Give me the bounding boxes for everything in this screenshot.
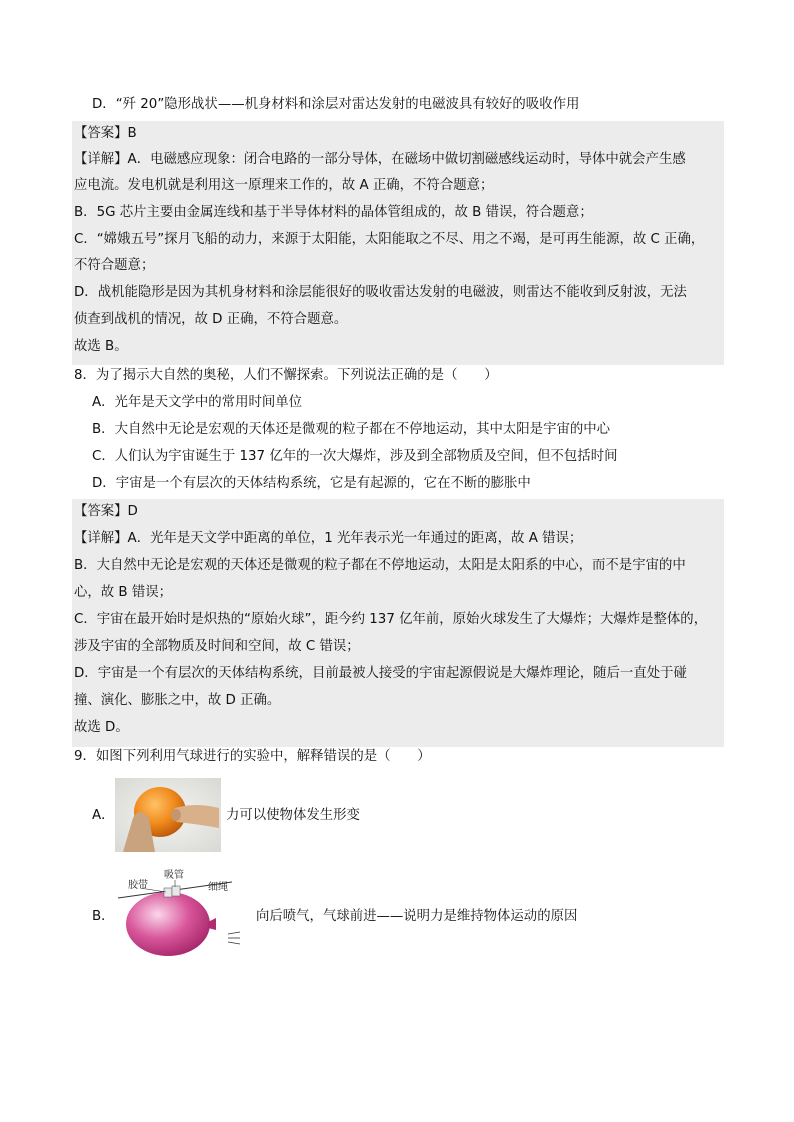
q8-detail-line-2: B．大自然中无论是宏观的天体还是微观的粒子都在不停地运动，太阳是太阳系的中心，而不是宇宙的中 xyxy=(74,558,686,573)
q9-option-a-text: 力可以使物体发生形变 xyxy=(226,808,360,823)
q8-option-a: A．光年是天文学中的常用时间单位 xyxy=(92,395,303,410)
q7-detail-line-8: 故选 B。 xyxy=(74,339,128,354)
balloon-jet-figure xyxy=(112,866,248,964)
q7-detail-line-6: D．战机能隐形是因为其机身材料和涂层能很好的吸收雷达发射的电磁波，则雷达不能收到反射波，无法 xyxy=(74,285,687,300)
q8-detail-line-4: C．宇宙在最开始时是炽热的“原始火球”，距今约 137 亿年前，原始火球发生了大爆炸；大爆炸是整体的， xyxy=(74,612,708,627)
q8-detail-line-6: D．宇宙是一个有层次的天体结构系统，目前最被人接受的宇宙起源假说是大爆炸理论，随后一直处于碰 xyxy=(74,666,687,681)
q8-detail-line-8: 故选 D。 xyxy=(74,720,129,735)
q9-option-b-letter: B． xyxy=(92,909,115,924)
q8-detail-line-3: 心，故 B 错误； xyxy=(74,585,173,600)
q7-option-d: D．“歼 20”隐形战状——机身材料和涂层对雷达发射的电磁波具有较好的吸收作用 xyxy=(92,97,580,112)
q7-detail-line-7: 侦查到战机的情况，故 D 正确，不符合题意。 xyxy=(74,312,348,327)
q7-detail-line-4: C．“嫦娥五号”探月飞船的动力，来源于太阳能，太阳能取之不尽、用之不竭，是可再生能源，故 C 正确， xyxy=(74,232,705,247)
q8-answer: 【答案】D xyxy=(74,504,138,519)
balloon-press-photo xyxy=(115,778,221,852)
q8-option-c: C．人们认为宇宙诞生于 137 亿年的一次大爆炸，涉及到全部物质及空间，但不包括时间 xyxy=(92,449,618,464)
straw-label: 吸管 xyxy=(164,870,184,881)
q8-option-d: D．宇宙是一个有层次的天体结构系统，它是有起源的，它在不断的膨胀中 xyxy=(92,476,531,491)
q8-detail-line-5: 涉及宇宙的全部物质及时间和空间，故 C 错误； xyxy=(74,639,360,654)
q7-detail-line-2: 应电流。发电机就是利用这一原理来工作的，故 A 正确，不符合题意； xyxy=(74,178,494,193)
q7-answer: 【答案】B xyxy=(74,126,137,141)
q7-detail-line-1: 【详解】A．电磁感应现象：闭合电路的一部分导体，在磁场中做切割磁感线运动时，导体中就会产生感 xyxy=(74,152,686,167)
tape-label: 胶带 xyxy=(128,880,148,891)
q9-option-b-text: 向后喷气，气球前进——说明力是维持物体运动的原因 xyxy=(256,909,578,924)
q8-detail-line-1: 【详解】A．光年是天文学中距离的单位，1 光年表示光一年通过的距离，故 A 错误； xyxy=(74,531,583,546)
q8-detail-line-7: 撞、演化、膨胀之中，故 D 正确。 xyxy=(74,693,281,708)
q9-option-a-letter: A． xyxy=(92,808,115,823)
q7-detail-line-5: 不符合题意； xyxy=(74,258,155,273)
q8-stem: 8．为了揭示大自然的奥秘，人们不懈探索。下列说法正确的是（ ） xyxy=(74,368,498,383)
q8-option-b: B．大自然中无论是宏观的天体还是微观的粒子都在不停地运动，其中太阳是宇宙的中心 xyxy=(92,422,611,437)
q9-stem: 9．如图下列利用气球进行的实验中，解释错误的是（ ） xyxy=(74,749,431,764)
q7-detail-line-3: B．5G 芯片主要由金属连线和基于半导体材料的晶体管组成的，故 B 错误，符合题意； xyxy=(74,205,593,220)
string-label: 细绳 xyxy=(208,882,228,893)
